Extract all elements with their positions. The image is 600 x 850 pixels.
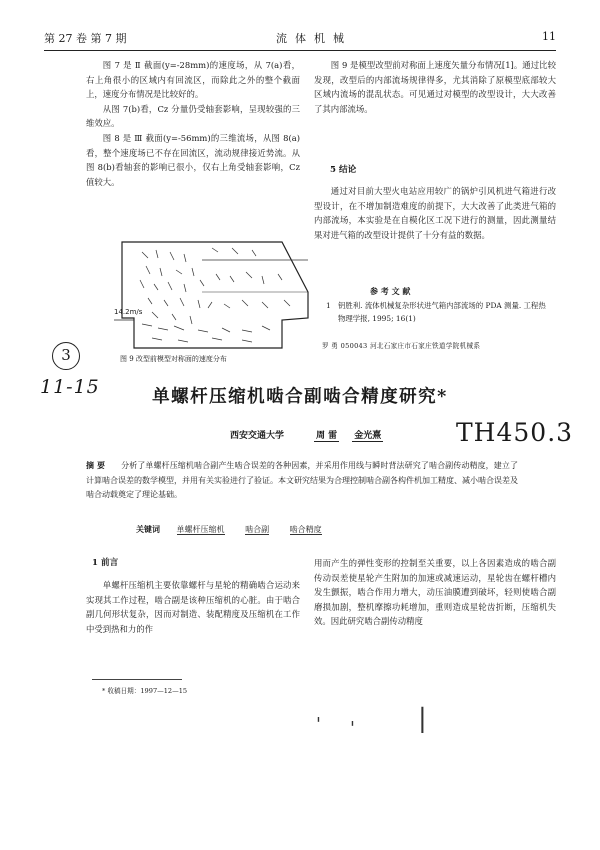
scan-mark: ' <box>316 714 321 735</box>
paragraph: 通过对目前大型火电站应用较广的锅炉引风机进气箱进行改型设计，在不增加制造难度的前提下，大大改善了此类进气箱的内部流场，本实验是在自模化区工况下进行的测量，因此测量结果对进气箱的改型设计提供了十分有益的数据。 <box>314 186 556 240</box>
affiliation: 西安交通大学 <box>230 431 285 441</box>
running-header <box>44 30 556 50</box>
header-rule <box>44 50 556 51</box>
paragraph: 图 9 是模型改型前对称面上速度矢量分布情况[1]。通过比较发现，改型后的内部流场规律得多，尤其消除了原模型底部较大区域内流场的混乱状态。可见通过对模型的改型设计，大大改善了其内部流场。 <box>314 60 556 114</box>
section-5-heading: 5 结论 <box>330 165 357 175</box>
figure-9 <box>112 240 318 350</box>
reference-number: 1 <box>326 301 331 310</box>
section-5-text <box>314 184 556 242</box>
author-list <box>314 428 393 441</box>
keyword: 单螺杆压缩机 <box>176 525 225 534</box>
volume-issue: 第 27 卷 第 7 期 <box>44 32 127 45</box>
keyword: 啮合副 <box>245 525 270 534</box>
handwritten-circle-mark: 3 <box>52 342 80 370</box>
keyword: 啮合精度 <box>289 525 322 534</box>
handwritten-class-code: TH450.3 <box>456 418 574 447</box>
section-1-left-text <box>86 578 300 636</box>
scan-mark: ' <box>350 718 355 739</box>
author: 周 雷 <box>316 431 338 441</box>
journal-name: 流体机械 <box>276 32 352 45</box>
scale-label: 14.2m/s <box>114 308 143 316</box>
abstract-label: 摘 要 <box>86 460 106 470</box>
author-address: 罗 勇 050043 河北石家庄市石家庄铁道学院机械系 <box>322 342 481 350</box>
reference-text: 钥胜利. 流体机械复杂形状进气箱内部流场的 PDA 测量. 工程热物理学报, 1995; 16(1) <box>338 301 546 323</box>
page-number: 11 <box>542 30 556 43</box>
keywords-label: 关键词 <box>136 524 160 534</box>
paragraph: 用而产生的弹性变形的控制至关重要，以上各因素造成的啮合副传动误差使星轮产生附加的加速或减速运动，星轮齿在螺杆槽内发生颤振，啮合作用力增大，动压油膜遭到破坏，轻则使啮合副磨损加剧，整机摩擦功耗增加，重则造成星轮齿折断，压缩机失效。因此研究啮合副传动精度 <box>314 558 556 627</box>
paragraph: 图 7 是 Ⅱ 截面(y=-28mm)的速度场，从 7(a)看，右上角很小的区域内有回流区，而除此之外的整个截面上，速度分布情况是比较好的。 <box>86 60 300 100</box>
paragraph: 从图 7(b)看，Cz 分量仍受轴套影响，呈现较强的三维效应。 <box>86 103 300 129</box>
left-column-text <box>86 58 300 189</box>
author: 金光熹 <box>354 431 382 441</box>
figure-9-caption: 图 9 改型前模型对称面的速度分布 <box>120 355 227 363</box>
abstract <box>86 458 518 503</box>
section-1-right-text <box>314 556 556 629</box>
paragraph: 单螺杆压缩机主要依靠螺杆与星轮的精确啮合运动来实现其工作过程，啮合副是该种压缩机的心脏。由于啮合副几何形状复杂，因而对制造、装配精度及压缩机在工作中受到热和力的作 <box>86 580 300 634</box>
keywords <box>136 524 340 535</box>
references-heading: 参 考 文 献 <box>370 286 411 296</box>
right-column-text <box>314 58 556 116</box>
section-1-heading: 1 前言 <box>92 558 119 568</box>
footnote-rule <box>92 679 182 680</box>
received-date-footnote: * 收稿日期：1997—12—15 <box>102 687 188 695</box>
velocity-vector-plot <box>112 240 318 350</box>
abstract-text: 分析了单螺杆压缩机啮合副产生啮合误差的各种因素，并采用作用线与瞬时背法研究了啮合副传动精度，建立了计算啮合误差的数学模型，并用有关实验进行了验证。本文研究结果为合理控制啮合副各构件机加工精度、减小啮合误差及啮合动载奠定了理论基础。 <box>86 461 518 499</box>
article-title: 单螺杆压缩机啮合副啮合精度研究* <box>152 387 448 407</box>
paragraph: 图 8 是 Ⅲ 截面(y=-56mm)的三维流场，从图 8(a)看，整个速度场已不存在回流区，流动规律接近势流。从图 8(b)看轴套的影响已很小，仅右上角受轴套影响，Cz 值较大。 <box>86 132 300 187</box>
handwritten-page-range: 11-15 <box>40 376 100 398</box>
scan-mark: | <box>418 704 427 734</box>
